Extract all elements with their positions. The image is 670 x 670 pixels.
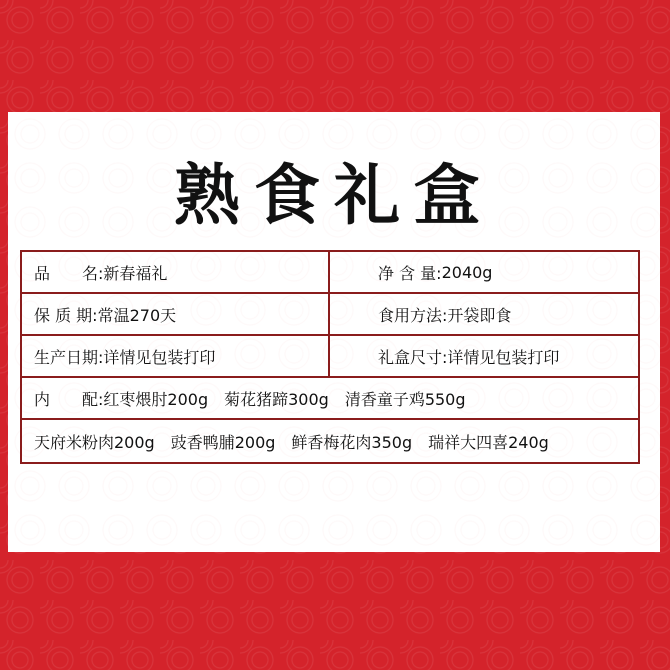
table-row <box>22 378 638 420</box>
net-weight-value: 2040g <box>441 262 493 282</box>
shelf-life-cell <box>22 294 330 334</box>
page-title: 熟食礼盒 <box>174 156 494 234</box>
name-cell <box>22 252 330 292</box>
box-size-cell <box>330 336 638 376</box>
usage-cell <box>330 294 638 334</box>
contents-item: 红枣煨肘200g <box>103 389 209 409</box>
production-date-cell <box>22 336 330 376</box>
contents-label: 内 配: <box>34 389 104 409</box>
contents-line-2 <box>22 420 638 462</box>
name-value: 新春福礼 <box>103 263 168 283</box>
shelf-life-value: 常温270天 <box>97 305 177 325</box>
contents-item: 菊花猪蹄300g <box>224 389 329 409</box>
contents-item: 鲜香梅花肉350g <box>291 432 413 452</box>
contents-item: 清香童子鸡550g <box>344 389 466 409</box>
production-date-value: 详情见包装打印 <box>103 347 216 367</box>
production-date-label: 生产日期: <box>34 347 104 367</box>
product-info-table <box>20 250 640 464</box>
table-row <box>22 294 638 336</box>
name-label: 品 名: <box>34 263 104 283</box>
product-card <box>8 112 660 552</box>
usage-value: 开袋即食 <box>447 305 512 325</box>
table-row <box>22 420 638 462</box>
table-row <box>22 336 638 378</box>
table-row <box>22 252 638 294</box>
contents-item: 瑞祥大四喜240g <box>428 432 549 452</box>
shelf-life-label: 保 质 期: <box>34 305 98 325</box>
contents-item: 天府米粉肉200g <box>34 432 155 452</box>
box-size-label: 礼盒尺寸: <box>378 347 448 367</box>
box-size-value: 详情见包装打印 <box>447 347 560 367</box>
usage-label: 食用方法: <box>378 305 448 325</box>
contents-item: 豉香鸭脯200g <box>170 432 276 452</box>
net-weight-label: 净 含 量: <box>378 263 442 283</box>
contents-line-1 <box>22 378 638 418</box>
net-weight-cell <box>330 252 638 292</box>
